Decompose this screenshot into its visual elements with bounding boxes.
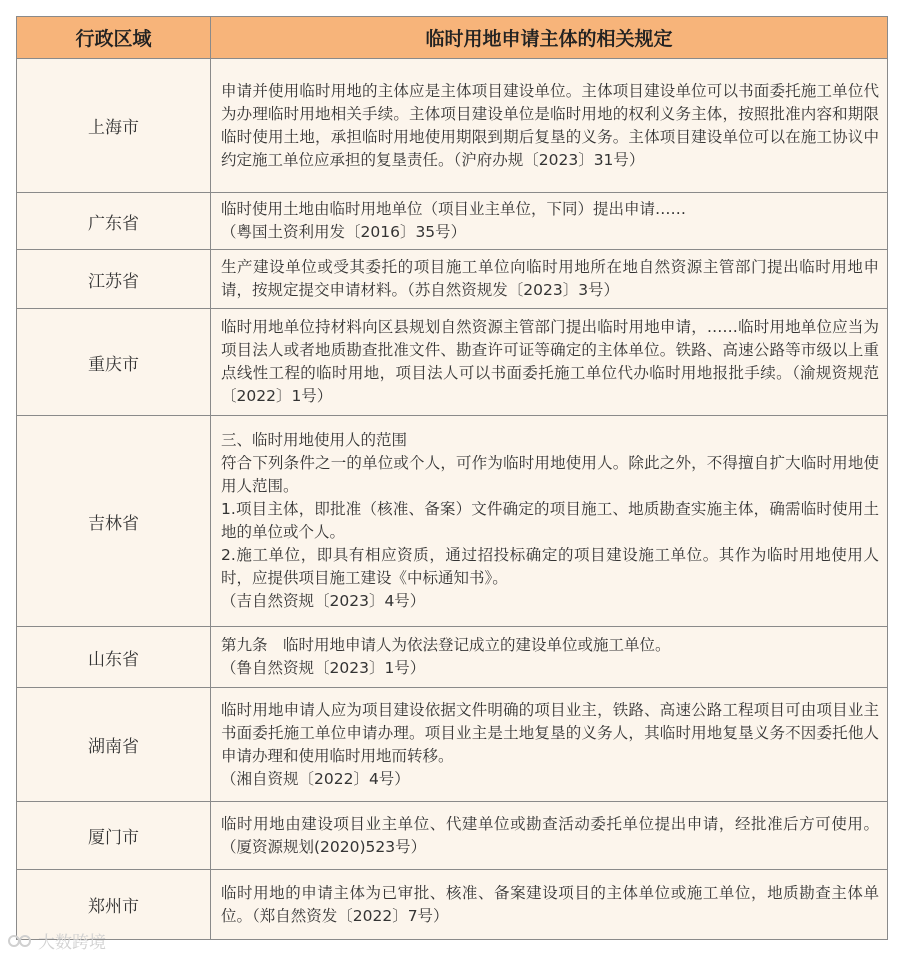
- rule-text-line: （湘自资规〔2022〕4号）: [221, 769, 410, 788]
- rule-text-line: 符合下列条件之一的单位或个人，可作为临时用地使用人。除此之外，不得擅自扩大临时用地使用人范围。: [221, 454, 879, 495]
- rule-text-line: （粤国土资利用发〔2016〕35号）: [221, 223, 467, 241]
- rule-cell: [211, 802, 888, 870]
- rule-text-line: 临时用地由建设项目业主单位、代建单位或勘查活动委托单位提出申请，经批准后方可使用。（厦资源规划(2020)523号）: [221, 814, 879, 856]
- rule-cell: [211, 870, 888, 940]
- rule-text-line: 三、临时用地使用人的范围: [221, 431, 408, 449]
- region-cell: 重庆市: [17, 309, 211, 416]
- table-row: [17, 802, 888, 870]
- rule-text-line: 临时用地申请人应为项目建设依据文件明确的项目业主，铁路、高速公路工程项目可由项目业主书面委托施工单位申请办理。项目业主是土地复垦的义务人，其临时用地复垦义务不因委托他人申请办理和使用临时用地而转移。: [221, 700, 879, 765]
- table-row: [17, 688, 888, 802]
- regulation-table: [16, 16, 888, 940]
- rule-cell: [211, 416, 888, 627]
- table-row: [17, 627, 888, 688]
- rule-cell: [211, 627, 888, 688]
- region-cell: 吉林省: [17, 416, 211, 627]
- rule-cell: [211, 59, 888, 193]
- table-row: [17, 59, 888, 193]
- rule-cell: [211, 688, 888, 802]
- header-rule: 临时用地申请主体的相关规定: [211, 17, 888, 59]
- rule-cell: [211, 193, 888, 250]
- rule-text-line: 临时用地的申请主体为已审批、核准、备案建设项目的主体单位或施工单位，地质勘查主体单位。（郑自然资发〔2022〕7号）: [221, 883, 879, 925]
- header-region: 行政区域: [17, 17, 211, 59]
- rule-text-line: 第九条 临时用地申请人为依法登记成立的建设单位或施工单位。: [221, 636, 671, 654]
- watermark: [8, 928, 106, 953]
- rule-text-line: 1.项目主体，即批准（核准、备案）文件确定的项目施工、地质勘查实施主体，确需临时使用土地的单位或个人。: [221, 500, 879, 541]
- region-cell: 厦门市: [17, 802, 211, 870]
- rule-cell: [211, 309, 888, 416]
- region-cell: 湖南省: [17, 688, 211, 802]
- rule-text-line: 临时使用土地由临时用地单位（项目业主单位，下同）提出申请……: [221, 200, 687, 218]
- region-cell: 郑州市: [17, 870, 211, 940]
- region-cell: 上海市: [17, 59, 211, 193]
- rule-text-line: （鲁自然资规〔2023〕1号）: [221, 659, 426, 677]
- region-cell: 广东省: [17, 193, 211, 250]
- brand-logo-icon: [8, 933, 34, 949]
- table-row: [17, 870, 888, 940]
- table-header: [17, 17, 888, 59]
- watermark-text: 大数跨境: [38, 933, 106, 953]
- header-row: [17, 17, 888, 59]
- rule-text-line: 2.施工单位，即具有相应资质，通过招投标确定的项目建设施工单位。其作为临时用地使用人时，应提供项目施工建设《中标通知书》。: [221, 546, 879, 587]
- rule-text-line: 申请并使用临时用地的主体应是主体项目建设单位。主体项目建设单位可以书面委托施工单位代为办理临时用地相关手续。主体项目建设单位是临时用地的权利义务主体，按照批准内容和期限临时使用土地，承担临时用地使用期限到期后复垦的义务。主体项目建设单位可以在施工协议中约定施工单位应承担的复垦责任。（沪府办规〔2023〕31号）: [221, 81, 879, 169]
- rule-text-line: （吉自然资规〔2023〕4号）: [221, 592, 426, 610]
- region-cell: 江苏省: [17, 250, 211, 309]
- region-cell: 山东省: [17, 627, 211, 688]
- table-row: [17, 250, 888, 309]
- rule-text-line: 临时用地单位持材料向区县规划自然资源主管部门提出临时用地申请，……临时用地单位应当为项目法人或者地质勘查批准文件、勘查许可证等确定的主体单位。铁路、高速公路等市级以上重点线性工程的临时用地，项目法人可以书面委托施工单位代办临时用地报批手续。（渝规资规范〔2022〕1号）: [221, 318, 879, 405]
- table-body: [17, 59, 888, 940]
- table-row: [17, 309, 888, 416]
- table-row: [17, 193, 888, 250]
- rule-text-line: 生产建设单位或受其委托的项目施工单位向临时用地所在地自然资源主管部门提出临时用地申请，按规定提交申请材料。（苏自然资规发〔2023〕3号）: [221, 258, 879, 299]
- table-row: [17, 416, 888, 627]
- rule-cell: [211, 250, 888, 309]
